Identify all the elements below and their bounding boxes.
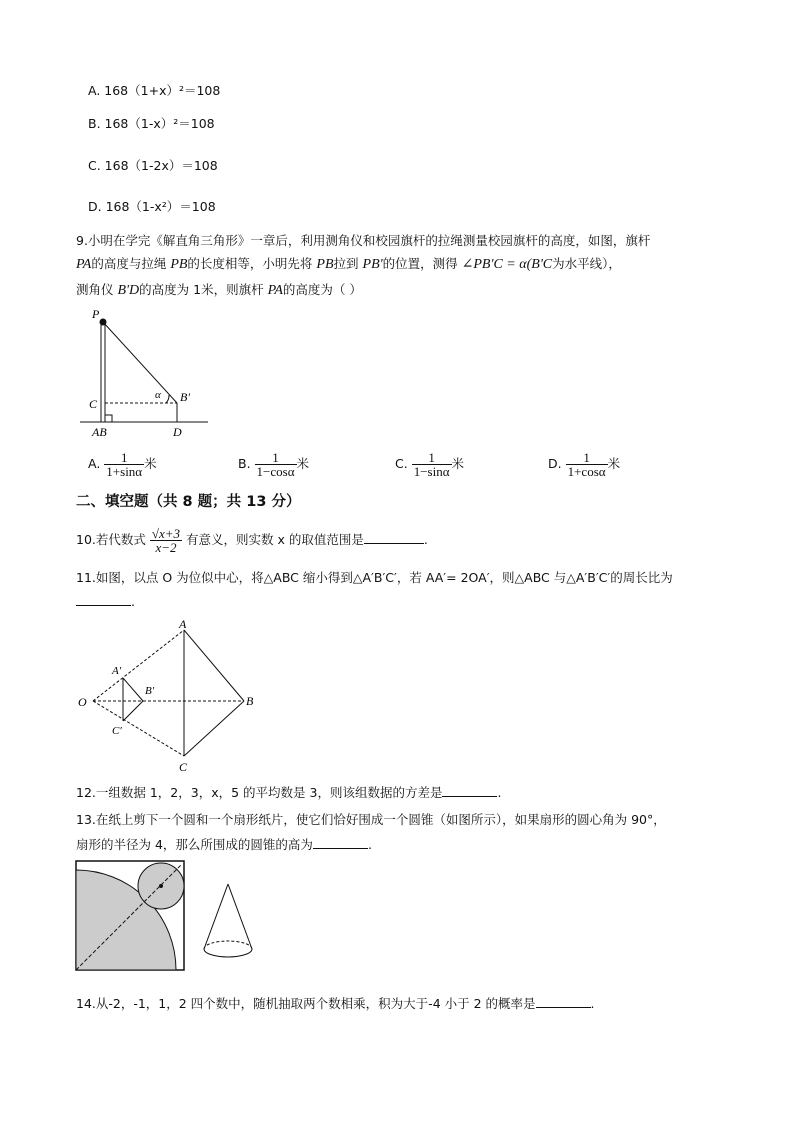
q9-option-d: D. $\frac{1}{1+\cos\alpha}$ 米: [548, 450, 621, 479]
q12: 12.一组数据 1，2，3，x，5 的平均数是 3，则该组数据的方差是 .: [76, 785, 502, 800]
q8-option-b: B. 168（1-x）²＝108: [88, 116, 215, 131]
q13-line1: 13.在纸上剪下一个圆和一个扇形纸片，使它们恰好围成一个圆锥（如图所示），如果扇形的圆心角为 90°，: [76, 812, 666, 827]
q9-label-alpha: α: [155, 389, 161, 401]
q9-option-a: A. $\frac{1}{1+\sin\alpha}$ 米: [88, 450, 157, 479]
q11-label-aprime: A′: [112, 665, 122, 677]
q9-label-bprime: B': [180, 390, 190, 404]
q11-homothety-figure: [74, 614, 264, 776]
q9-pb: PB: [170, 257, 188, 272]
q11-line2: .: [76, 593, 135, 609]
q12-answer-blank[interactable]: [442, 796, 497, 797]
q11-label-cprime: C′: [112, 725, 122, 737]
q11-label-c: C: [179, 760, 188, 774]
q8-option-d: D. 168（1-x²）＝108: [88, 199, 216, 214]
q11-label-bprime: B′: [145, 685, 155, 697]
q9-line1: 9.小明在学完《解直角三角形》一章后，利用测角仪和校园旗杆的拉绳测量校园旗杆的高度，如图，旗杆: [76, 233, 651, 248]
q8-option-a: A. 168（1+x）²＝108: [88, 83, 221, 98]
q13-answer-blank[interactable]: [313, 848, 368, 849]
q11-answer-blank[interactable]: [76, 593, 131, 606]
q14: 14.从-2，-1，1，2 四个数中，随机抽取两个数相乘，积为大于-4 小于 2 的概率是 .: [76, 996, 595, 1011]
q10: 10.若代数式 $\frac{√x+3}{x-2}$ 有意义，则实数 x 的取值范围是 .: [76, 526, 428, 555]
q8-option-c: C. 168（1-2x）＝108: [88, 158, 218, 173]
q9-option-c: C. $\frac{1}{1-\sin\alpha}$ 米: [395, 450, 465, 479]
q11-label-o: O: [78, 695, 87, 709]
q9-flagpole-figure: [78, 304, 213, 440]
q11-label-a: A: [179, 617, 187, 631]
q14-answer-blank[interactable]: [536, 1007, 591, 1008]
q11-label-b: B: [246, 694, 254, 708]
q11-line1: 11.如图，以点 O 为位似中心，将△ABC 缩小得到△A′B′C′，若 AA′= 2OA′，则△ABC 与△A′B′C′的周长比为: [76, 570, 673, 585]
q9-label-d: D: [173, 425, 182, 439]
q9-label-c: C: [89, 397, 98, 411]
q13-line2: 扇形的半径为 4，那么所围成的圆锥的高为 .: [76, 837, 372, 852]
q9-label-p: P: [92, 307, 100, 321]
q9-label-ab: AB: [92, 425, 107, 439]
q9-line3: 测角仪 B'D的高度为 1米，则旗杆 PA的高度为（ ）: [76, 282, 362, 298]
q9-pb-prime: PB': [362, 257, 383, 272]
q10-expression: $\frac{√x+3}{x-2}$: [151, 526, 181, 555]
q9-angle: ∠PB'C = α(B'C: [461, 257, 553, 272]
section-heading-fill-in: 二、填空题（共 8 题；共 13 分）: [76, 494, 301, 510]
q9-option-b: B. $\frac{1}{1-\cos\alpha}$ 米: [238, 450, 310, 479]
q9-pa: PA: [76, 257, 92, 272]
q9-bd: B'D: [117, 283, 140, 298]
q9-line2: PA的高度与拉绳 PB的长度相等，小明先将 PB拉到 PB'的位置，测得 ∠PB'C = α(B'C为水平线），: [76, 256, 621, 272]
q13-sector-cone-figure: [75, 858, 260, 974]
q10-answer-blank[interactable]: [364, 543, 424, 544]
